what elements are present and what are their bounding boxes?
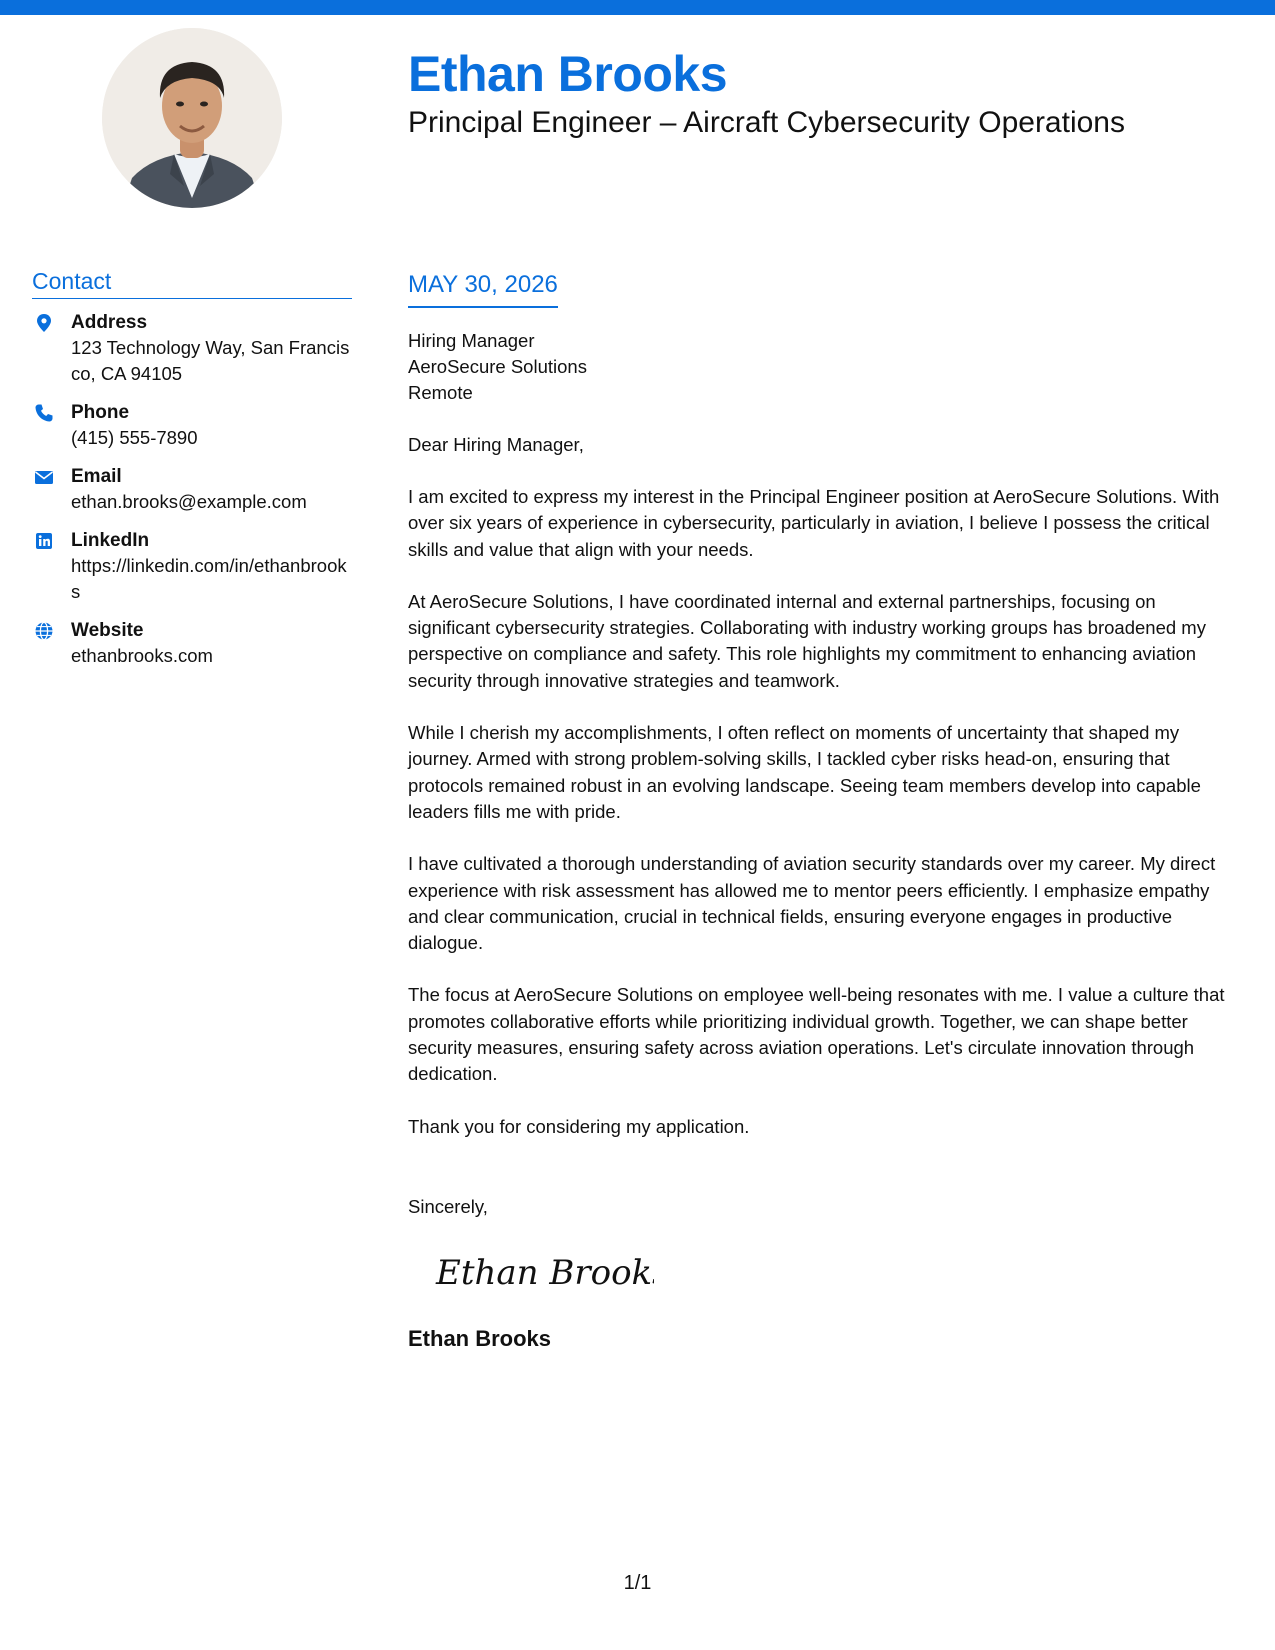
recipient-line: Hiring Manager — [408, 330, 535, 351]
paragraph: While I cherish my accomplishments, I often reflect on moments of uncertainty that shaped my journey. Armed with strong problem-solving skills, I tackled cyber risks head-on, ensuring that protocols remained robust in an evolving landscape. Seeing team members develop into capable leaders fills me with pride. — [408, 722, 1201, 822]
recipient-block — [408, 328, 1238, 406]
address-value: 123 Technology Way, San Francisco, CA 94105 — [71, 337, 350, 384]
address-label: Address — [71, 312, 148, 333]
signer-name: Ethan Brooks — [408, 1325, 552, 1351]
top-accent-bar — [0, 0, 1275, 15]
contact-heading: Contact — [32, 266, 352, 299]
linkedin-value[interactable]: https://linkedin.com/in/ethanbrooks — [71, 555, 347, 602]
recipient-line: Remote — [408, 382, 473, 403]
globe-icon — [34, 621, 54, 641]
greeting: Dear Hiring Manager, — [408, 434, 584, 455]
profile-photo — [102, 28, 282, 208]
letter-date: MAY 30, 2026 — [408, 268, 558, 308]
contact-phone — [32, 401, 352, 451]
email-label: Email — [71, 466, 122, 487]
phone-icon — [34, 403, 54, 423]
contact-sidebar — [32, 266, 352, 683]
signoff: Sincerely, — [408, 1195, 488, 1217]
page-number: 1/1 — [623, 1572, 652, 1594]
map-pin-icon — [34, 313, 54, 333]
contact-linkedin — [32, 529, 352, 605]
paragraph: The focus at AeroSecure Solutions on employee well-being resonates with me. I value a culture that promotes collaborative efforts while prioritizing individual growth. Together, we can shape better security measures, ensuring safety across aviation operations. Let's circulate innovation through dedication. — [408, 984, 1225, 1085]
letter-body — [408, 268, 1238, 1353]
email-value[interactable]: ethan.brooks@example.com — [71, 491, 307, 512]
phone-label: Phone — [71, 402, 130, 423]
paragraph: I have cultivated a thorough understanding of aviation security standards over my career. My direct experience with risk assessment has allowed me to mentor peers efficiently. I emphasize empathy and clear communication, crucial in technical fields, ensuring everyone engages in productive dialogue. — [408, 853, 1216, 954]
closing-line: Thank you for considering my application. — [408, 1115, 750, 1137]
svg-text:Ethan Brooks: Ethan Brooks — [436, 1252, 654, 1293]
linkedin-icon — [34, 531, 54, 551]
envelope-icon — [34, 467, 54, 487]
paragraph: I am excited to express my interest in the Principal Engineer position at AeroSecure Solutions. With over six years of experience in cybersecurity, particularly in aviation, I believe I possess the critical skills and value that align with your needs. — [408, 486, 1220, 560]
phone-value: (415) 555-7890 — [71, 427, 198, 448]
applicant-name: Ethan Brooks — [408, 46, 728, 102]
linkedin-label: LinkedIn — [71, 530, 150, 551]
paragraph: At AeroSecure Solutions, I have coordinated internal and external partnerships, focusing on significant cybersecurity strategies. Collaborating with industry working groups has broadened my perspective on compliance and safety. This role highlights my commitment to enhancing aviation security through innovative strategies and teamwork. — [408, 590, 1206, 691]
website-label: Website — [71, 620, 144, 641]
job-title: Principal Engineer – Aircraft Cybersecurity Operations — [408, 106, 1125, 139]
contact-address — [32, 311, 352, 387]
contact-website — [32, 619, 352, 669]
contact-email — [32, 465, 352, 515]
website-value[interactable]: ethanbrooks.com — [71, 645, 213, 666]
handwritten-signature — [434, 1242, 654, 1300]
recipient-line: AeroSecure Solutions — [408, 356, 587, 377]
